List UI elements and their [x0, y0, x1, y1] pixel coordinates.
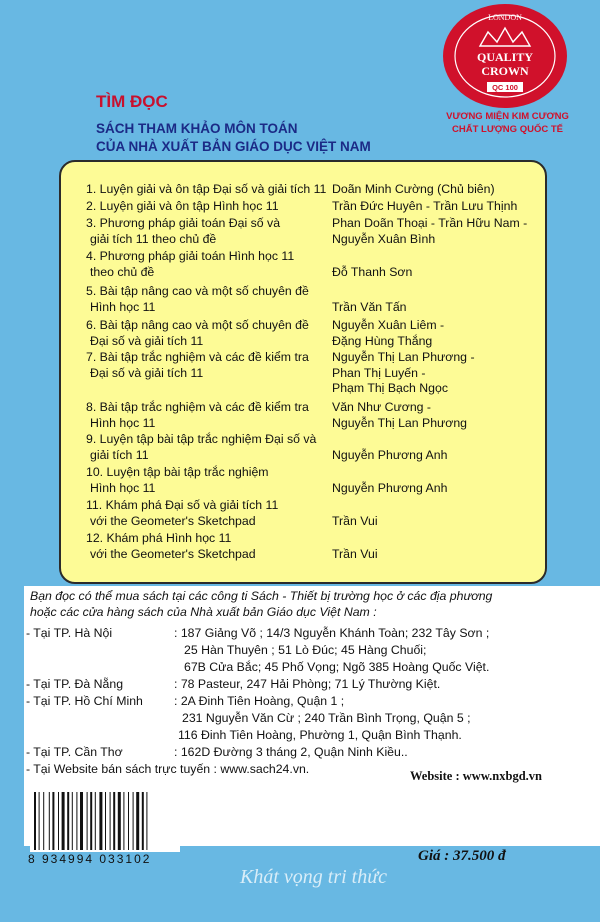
- barcode-bar: [95, 792, 96, 850]
- barcode-bar: [105, 792, 106, 850]
- book-author: [332, 432, 542, 463]
- online-store-line: - Tại Website bán sách trực tuyến : www.sach24.vn.: [26, 762, 310, 776]
- barcode-bar: [90, 792, 92, 850]
- barcode-bar: [43, 792, 44, 850]
- book-title: [86, 432, 331, 463]
- book-title-line: theo chủ đề: [90, 264, 155, 279]
- barcode-bar: [49, 792, 50, 850]
- book-author: [332, 531, 542, 562]
- barcode-bar: [87, 792, 88, 850]
- book-title-line: Hình học 11: [90, 480, 156, 495]
- book-author-line: [332, 465, 542, 481]
- book-title-line: Hình học 11: [90, 415, 156, 430]
- book-title-line: 2. Luyện giải và ôn tập Hình học 11: [86, 199, 279, 213]
- book-title-line: giải tích 11: [90, 447, 149, 462]
- cantho-address-1: : 162D Đường 3 tháng 2, Quận Ninh Kiều..: [174, 745, 408, 759]
- book-author-line: Đỗ Thanh Sơn: [332, 264, 413, 279]
- barcode-bar: [52, 792, 54, 850]
- hanoi-address-1: : 187 Giảng Võ ; 14/3 Nguyễn Khánh Toàn; 232 Tây Sơn ;: [174, 626, 490, 640]
- book-title-line: 8. Bài tập trắc nghiệm và các đề kiểm tra: [86, 400, 309, 414]
- book-author-line: Phan Doãn Thoại - Trần Hữu Nam -: [332, 216, 528, 230]
- price-label: Giá : 37.500 đ: [418, 848, 506, 864]
- barcode-bar: [118, 792, 121, 850]
- book-author-line: Trần Đức Huyên - Trần Lưu Thịnh: [332, 199, 518, 213]
- hanoi-label: - Tại TP. Hà Nội: [26, 626, 113, 640]
- danang-label: - Tại TP. Đà Nẵng: [26, 677, 124, 691]
- barcode-bar: [67, 792, 69, 850]
- book-author-line: Trần Văn Tấn: [332, 299, 407, 314]
- book-title: [86, 216, 331, 247]
- book-title: [86, 400, 331, 431]
- barcode-bar: [39, 792, 40, 850]
- book-author-line: [332, 531, 542, 547]
- book-title-line: 1. Luyện giải và ôn tập Đại số và giải tích 11: [86, 182, 327, 196]
- hcm-address-1: : 2A Đinh Tiên Hoàng, Quận 1 ;: [174, 694, 345, 708]
- intro-line-2: hoặc các cửa hàng sách của Nhà xuất bản Giáo dục Việt Nam :: [30, 605, 377, 619]
- book-author-line: Doãn Minh Cường (Chủ biên): [332, 182, 495, 196]
- book-title-line: 7. Bài tập trắc nghiệm và các đề kiểm tra: [86, 350, 309, 364]
- section-heading: TÌM ĐỌC: [96, 92, 168, 111]
- badge-caption-1: VƯƠNG MIỆN KIM CƯƠNG: [446, 111, 569, 122]
- barcode-bar: [99, 792, 102, 850]
- badge-caption-2: CHẤT LƯỢNG QUỐC TẾ: [452, 124, 563, 135]
- book-title-line: 10. Luyện tập bài tập trắc nghiệm: [86, 465, 269, 479]
- barcode-bar: [146, 792, 147, 850]
- subtitle-line-2: CỦA NHÀ XUẤT BẢN GIÁO DỤC VIỆT NAM: [96, 139, 371, 154]
- book-title-line: 9. Luyện tập bài tập trắc nghiệm Đại số và: [86, 432, 317, 446]
- book-title-line: với the Geometer's Sketchpad: [90, 513, 256, 528]
- book-author-line: Văn Như Cương -: [332, 400, 432, 414]
- book-title: [86, 199, 331, 215]
- book-title: [86, 284, 331, 315]
- barcode-bar: [142, 792, 144, 850]
- book-author: [332, 199, 542, 215]
- book-author-line: Trần Vui: [332, 513, 378, 528]
- barcode-bar: [62, 792, 65, 850]
- barcode-bar: [113, 792, 115, 850]
- book-author-line: [332, 432, 542, 448]
- book-author-line: Nguyễn Xuân Bình: [332, 231, 436, 246]
- book-author: [332, 400, 542, 431]
- badge-quality: QUALITY: [476, 50, 534, 64]
- hcm-address-3: 116 Đinh Tiên Hoàng, Phường 1, Quận Bình Thạnh.: [178, 728, 462, 742]
- book-author: [332, 182, 542, 198]
- barcode-bar: [110, 792, 111, 850]
- barcode-bar: [58, 792, 59, 850]
- book-author-line: [332, 249, 542, 265]
- book-author-line: Nguyễn Xuân Liêm -: [332, 318, 445, 332]
- badge-crown: CROWN: [481, 64, 529, 78]
- book-title: [86, 531, 331, 562]
- book-title-line: Đại số và giải tích 11: [90, 333, 204, 348]
- barcode-bar: [72, 792, 73, 850]
- barcode: [30, 790, 180, 852]
- book-title: [86, 498, 331, 529]
- website-url: Website : www.nxbgd.vn: [410, 769, 542, 783]
- book-title-line: 5. Bài tập nâng cao và một số chuyên đề: [86, 284, 309, 298]
- book-title-line: với the Geometer's Sketchpad: [90, 546, 256, 561]
- barcode-bar: [128, 792, 129, 850]
- book-title-line: 3. Phương pháp giải toán Đại số và: [86, 216, 281, 230]
- book-author: [332, 350, 542, 397]
- book-author-line: Nguyễn Thị Lan Phương: [332, 415, 468, 430]
- book-title: [86, 249, 331, 280]
- book-title: [86, 318, 331, 349]
- book-title-line: Đại số và giải tích 11: [90, 365, 204, 380]
- book-author-line: Nguyễn Phương Anh: [332, 447, 448, 462]
- book-title-line: giải tích 11 theo chủ đề: [90, 231, 217, 246]
- barcode-bar: [80, 792, 83, 850]
- hcm-address-2: 231 Nguyễn Văn Cừ ; 240 Trần Bình Trọng, Quận 5 ;: [182, 711, 471, 725]
- barcode-bar: [136, 792, 139, 850]
- book-author: [332, 216, 542, 247]
- book-author-line: [332, 498, 542, 514]
- hanoi-address-2: 25 Hàn Thuyên ; 51 Lò Đúc; 45 Hàng Chuối;: [184, 643, 427, 657]
- cantho-label: - Tại TP. Cần Thơ: [26, 745, 123, 759]
- danang-address-1: : 78 Pasteur, 247 Hải Phòng; 71 Lý Thường Kiệt.: [174, 677, 441, 691]
- badge-code: QC 100: [492, 83, 518, 92]
- quality-crown-badge: [440, 2, 570, 110]
- book-author-line: Đặng Hùng Thắng: [332, 333, 433, 348]
- book-author-line: Nguyễn Thị Lan Phương -: [332, 350, 475, 364]
- subtitle-line-1: SÁCH THAM KHẢO MÔN TOÁN: [96, 121, 298, 136]
- book-title-line: Hình học 11: [90, 299, 156, 314]
- barcode-bar: [123, 792, 124, 850]
- badge-london: LONDON: [488, 13, 522, 22]
- book-author: [332, 498, 542, 529]
- book-title: [86, 350, 331, 381]
- book-author-line: Phan Thị Luyến -: [332, 365, 426, 380]
- book-author-line: Phạm Thị Bạch Ngọc: [332, 381, 448, 395]
- book-author: [332, 318, 542, 349]
- book-title-line: 11. Khám phá Đại số và giải tích 11: [86, 498, 279, 512]
- barcode-number: 8 934994 033102: [28, 852, 152, 866]
- watermark-slogan: Khát vọng tri thức: [240, 866, 388, 888]
- book-title-line: 4. Phương pháp giải toán Hình học 11: [86, 249, 295, 263]
- barcode-bar: [133, 792, 134, 850]
- book-title: [86, 465, 331, 496]
- book-author-line: [332, 284, 542, 300]
- book-author: [332, 249, 542, 280]
- book-title-line: 6. Bài tập nâng cao và một số chuyên đề: [86, 318, 309, 332]
- book-author: [332, 284, 542, 315]
- barcode-bar: [76, 792, 77, 850]
- hanoi-address-3: 67B Cửa Bắc; 45 Phố Vọng; Ngõ 385 Hoàng Quốc Việt.: [184, 660, 490, 674]
- watermark-brand: davibooks: [160, 781, 476, 855]
- book-author-line: Trần Vui: [332, 546, 378, 561]
- book-title-line: 12. Khám phá Hình học 11: [86, 531, 232, 545]
- hcm-label: - Tại TP. Hồ Chí Minh: [26, 694, 143, 708]
- barcode-bar: [34, 792, 36, 850]
- intro-line-1: Bạn đọc có thể mua sách tại các công ti Sách - Thiết bị trường học ở các địa phương: [30, 589, 493, 603]
- book-author-line: Nguyễn Phương Anh: [332, 480, 448, 495]
- book-author: [332, 465, 542, 496]
- book-title: [86, 182, 331, 198]
